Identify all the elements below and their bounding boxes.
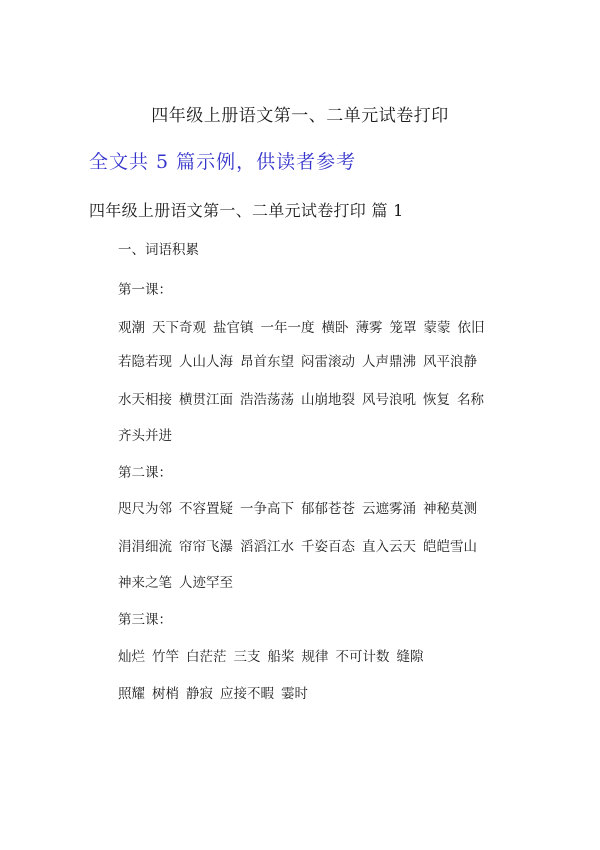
lesson-1-row-4 xyxy=(118,424,179,444)
vocab-word: 观潮 xyxy=(118,320,145,336)
vocab-word: 白茫茫 xyxy=(186,649,227,665)
section-title: 四年级上册语文第一、二单元试卷打印 篇 1 xyxy=(89,201,404,220)
document-title: 四年级上册语文第一、二单元试卷打印 xyxy=(151,106,449,126)
vocab-word: 灿烂 xyxy=(118,649,145,665)
vocab-word: 若隐若现 xyxy=(118,354,172,370)
vocab-word: 规律 xyxy=(301,649,329,665)
part-heading: 一、词语积累 xyxy=(118,242,199,258)
vocab-word: 齐头并进 xyxy=(118,428,172,444)
vocab-word: 人山人海 xyxy=(179,354,233,370)
vocab-word: 一争高下 xyxy=(240,501,294,517)
vocab-word: 照耀 xyxy=(118,686,145,702)
vocab-word: 人声鼎沸 xyxy=(362,354,416,370)
vocab-word: 直入云天 xyxy=(362,539,416,555)
lesson-2-row-3 xyxy=(118,571,240,591)
vocab-word: 山崩地裂 xyxy=(301,392,355,408)
lesson-3-label: 第三课： xyxy=(118,612,172,628)
vocab-word: 树梢 xyxy=(152,686,179,702)
vocab-word: 笼罩 xyxy=(389,320,417,336)
vocab-word: 横卧 xyxy=(321,320,349,336)
vocab-word: 一年一度 xyxy=(260,320,315,336)
vocab-word: 恢复 xyxy=(423,392,450,408)
lesson-3-row-1 xyxy=(118,645,431,665)
vocab-word: 依旧 xyxy=(457,320,485,336)
vocab-word: 竹竿 xyxy=(152,649,179,665)
vocab-word: 不可计数 xyxy=(335,649,390,665)
lesson-1-label: 第一课： xyxy=(118,282,172,298)
vocab-word: 名称 xyxy=(457,392,484,408)
vocab-word: 霎时 xyxy=(281,686,308,702)
vocab-word: 神来之笔 xyxy=(118,575,172,591)
vocab-word: 风平浪静 xyxy=(423,354,477,370)
vocab-word: 涓涓细流 xyxy=(118,539,172,555)
vocab-word: 滔滔江水 xyxy=(240,539,294,555)
vocab-word: 风号浪吼 xyxy=(362,392,416,408)
lesson-2-row-2 xyxy=(118,535,484,555)
vocab-word: 郁郁苍苍 xyxy=(301,501,355,517)
vocab-word: 千姿百态 xyxy=(301,539,355,555)
vocab-word: 船桨 xyxy=(267,649,295,665)
vocab-word: 昂首东望 xyxy=(240,354,294,370)
vocab-word: 神秘莫测 xyxy=(423,501,477,517)
vocab-word: 天下奇观 xyxy=(152,320,206,336)
vocab-word: 横贯江面 xyxy=(179,392,233,408)
lesson-3-row-2 xyxy=(118,682,315,702)
vocab-word: 静寂 xyxy=(186,686,213,702)
lesson-2-label: 第二课： xyxy=(118,465,172,481)
vocab-word: 闷雷滚动 xyxy=(301,354,355,370)
lesson-1-row-3 xyxy=(118,388,491,408)
vocab-word: 云遮雾涌 xyxy=(362,501,416,517)
vocab-word: 人迹罕至 xyxy=(179,575,233,591)
lesson-1-row-2 xyxy=(118,350,484,370)
vocab-word: 三支 xyxy=(233,649,261,665)
vocab-word: 缝隙 xyxy=(396,649,424,665)
vocab-word: 浩浩荡荡 xyxy=(240,392,294,408)
vocab-word: 薄雾 xyxy=(355,320,383,336)
vocab-word: 帘帘飞瀑 xyxy=(179,539,233,555)
vocab-word: 皑皑雪山 xyxy=(423,539,477,555)
lesson-2-row-1 xyxy=(118,497,484,517)
vocab-word: 水天相接 xyxy=(118,392,172,408)
vocab-word: 盐官镇 xyxy=(213,320,254,336)
vocab-word: 应接不暇 xyxy=(220,686,274,702)
example-count-banner: 全文共 5 篇示例，供读者参考 xyxy=(89,151,357,173)
vocab-word: 蒙蒙 xyxy=(423,320,451,336)
lesson-1-row-1 xyxy=(118,316,492,336)
vocab-word: 不容置疑 xyxy=(179,501,233,517)
vocab-word: 咫尺为邻 xyxy=(118,501,172,517)
